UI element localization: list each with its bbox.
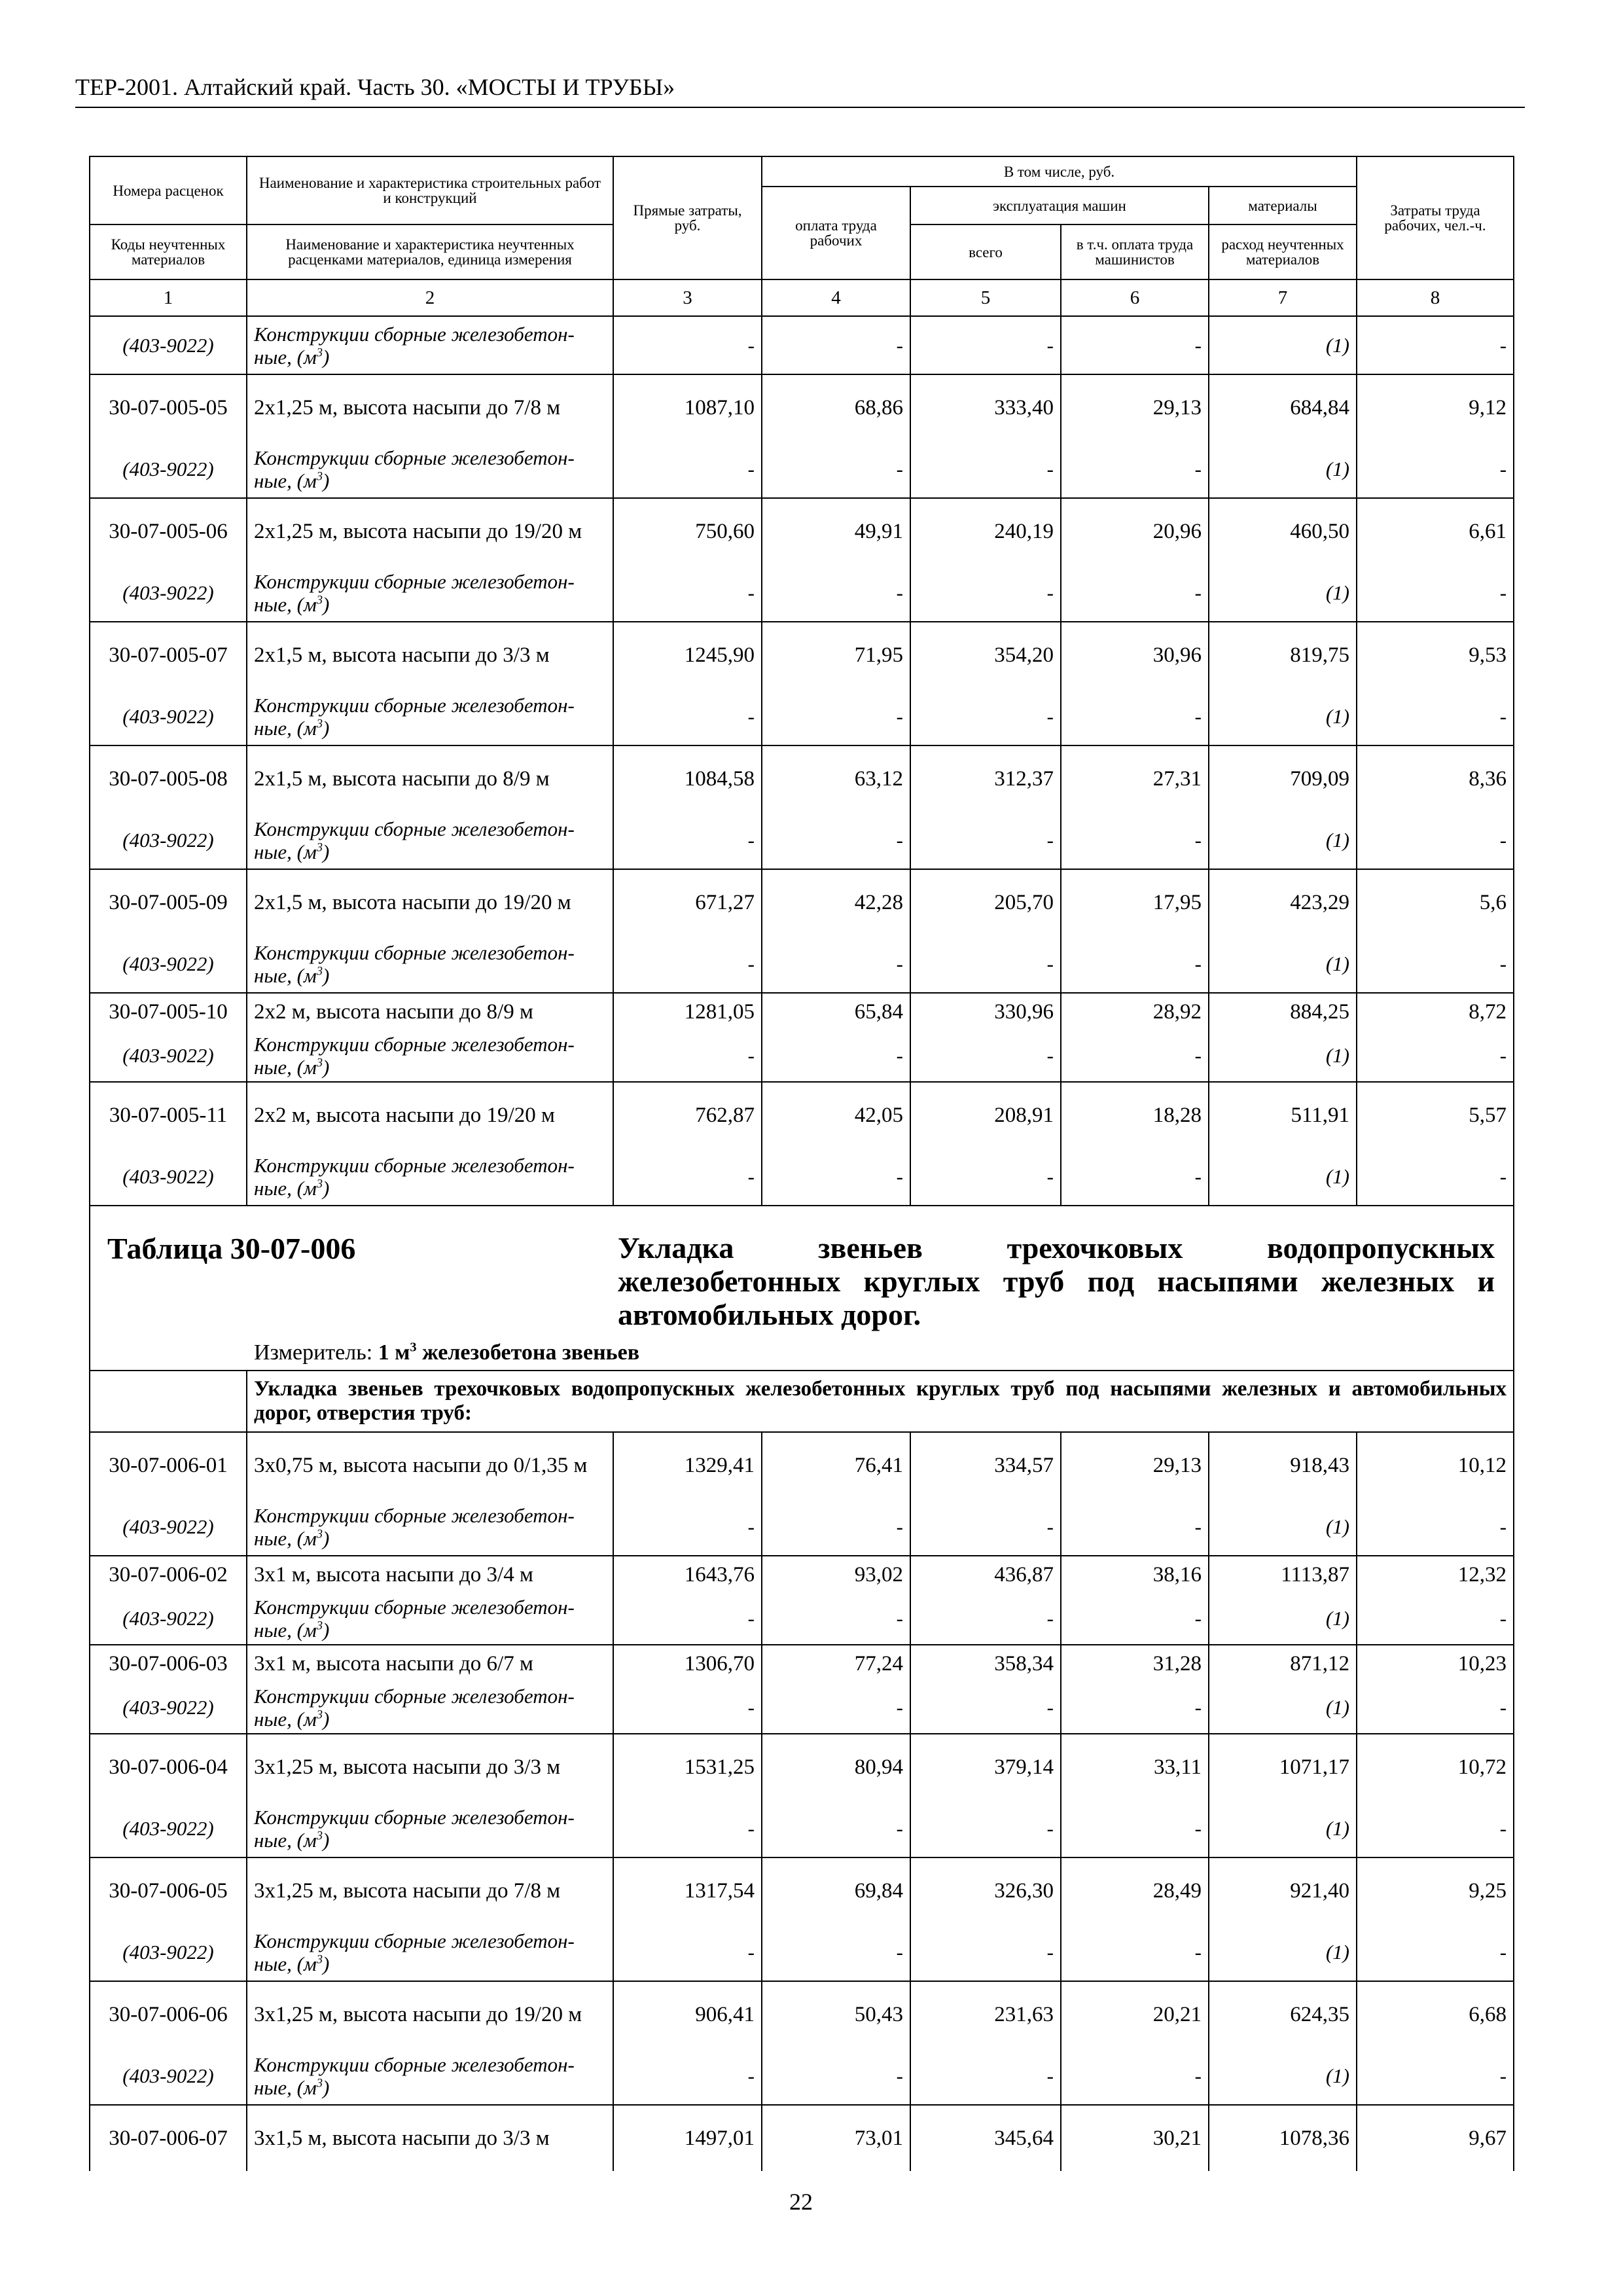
section-spacer xyxy=(90,1371,247,1432)
value-materials: 884,25 xyxy=(1209,993,1357,1030)
material-dash: - xyxy=(613,1148,762,1206)
value-machinists: 20,96 xyxy=(1061,498,1209,564)
material-dash: - xyxy=(1061,935,1209,993)
material-dash: - xyxy=(1061,1148,1209,1206)
table-row xyxy=(90,993,1514,1030)
material-dash: - xyxy=(762,316,910,374)
page-number: 22 xyxy=(789,2189,813,2215)
material-dash: - xyxy=(762,812,910,869)
value-machinists: 17,95 xyxy=(1061,869,1209,935)
material-name: Конструкции сборные железобетон-ные, $(м^3)$ xyxy=(247,1682,613,1734)
material-dash: - xyxy=(910,440,1061,498)
table-row xyxy=(90,1981,1514,2047)
value-direct: 1306,70 xyxy=(613,1645,762,1682)
table-row xyxy=(90,1082,1514,1148)
material-dash: - xyxy=(910,2047,1061,2105)
value-labor: 49,91 xyxy=(762,498,910,564)
material-qty: (1) xyxy=(1209,1030,1357,1082)
value-labor: 71,95 xyxy=(762,622,910,688)
work-name: 3х1,25 м, высота насыпи до 7/8 м xyxy=(247,1857,613,1924)
value-hours: 5,57 xyxy=(1357,1082,1514,1148)
material-dash: - xyxy=(613,316,762,374)
col-number: 6 xyxy=(1061,279,1209,316)
value-labor: 76,41 xyxy=(762,1432,910,1498)
material-row xyxy=(90,688,1514,745)
table-row xyxy=(90,1432,1514,1498)
work-name: 2х1,5 м, высота насыпи до 19/20 м xyxy=(247,869,613,935)
rates-table xyxy=(89,156,1514,2171)
value-direct: 1329,41 xyxy=(613,1432,762,1498)
col-number: 1 xyxy=(90,279,247,316)
value-hours: 10,72 xyxy=(1357,1734,1514,1800)
value-direct: 762,87 xyxy=(613,1082,762,1148)
header-divider xyxy=(75,107,1525,108)
material-dash: - xyxy=(910,688,1061,745)
material-row xyxy=(90,1593,1514,1645)
material-dash: - xyxy=(1357,1924,1514,1981)
material-code: (403-9022) xyxy=(90,1148,247,1206)
material-code: (403-9022) xyxy=(90,440,247,498)
material-dash: - xyxy=(613,812,762,869)
material-dash: - xyxy=(1357,440,1514,498)
material-code: (403-9022) xyxy=(90,1682,247,1734)
material-row xyxy=(90,1800,1514,1857)
material-dash: - xyxy=(1357,1030,1514,1082)
value-direct: 906,41 xyxy=(613,1981,762,2047)
col-rate-numbers: Номера расценок xyxy=(90,156,247,224)
col-materials-consumption: расход неучтенных материалов xyxy=(1209,224,1357,279)
material-dash: - xyxy=(1061,1498,1209,1556)
value-labor: 80,94 xyxy=(762,1734,910,1800)
material-dash: - xyxy=(910,1030,1061,1082)
material-row xyxy=(90,2047,1514,2105)
material-row xyxy=(90,316,1514,374)
value-machinists: 28,49 xyxy=(1061,1857,1209,1924)
material-qty: (1) xyxy=(1209,935,1357,993)
material-code: (403-9022) xyxy=(90,316,247,374)
work-name: 2х1,25 м, высота насыпи до 7/8 м xyxy=(247,374,613,440)
material-code: (403-9022) xyxy=(90,1924,247,1981)
work-name: 3х1 м, высота насыпи до 3/4 м xyxy=(247,1556,613,1593)
material-dash: - xyxy=(613,935,762,993)
material-qty: (1) xyxy=(1209,1924,1357,1981)
value-materials: 871,12 xyxy=(1209,1645,1357,1682)
material-dash: - xyxy=(762,688,910,745)
value-machinists: 30,96 xyxy=(1061,622,1209,688)
value-labor: 63,12 xyxy=(762,745,910,812)
value-machinists: 20,21 xyxy=(1061,1981,1209,2047)
header-row-1 xyxy=(90,156,1514,187)
material-dash: - xyxy=(613,1800,762,1857)
value-machines: 240,19 xyxy=(910,498,1061,564)
material-name: Конструкции сборные железобетон-ные, $(м^3)$ xyxy=(247,564,613,622)
value-hours: 9,25 xyxy=(1357,1857,1514,1924)
value-direct: 1084,58 xyxy=(613,745,762,812)
material-dash: - xyxy=(910,1924,1061,1981)
work-name: 2х1,25 м, высота насыпи до 19/20 м xyxy=(247,498,613,564)
material-code: (403-9022) xyxy=(90,564,247,622)
table-row xyxy=(90,2105,1514,2171)
col-direct-costs: Прямые затраты, руб. xyxy=(613,156,762,279)
material-row xyxy=(90,935,1514,993)
value-labor: 68,86 xyxy=(762,374,910,440)
value-hours: 12,32 xyxy=(1357,1556,1514,1593)
table-row xyxy=(90,498,1514,564)
rate-code: 30-07-006-03 xyxy=(90,1645,247,1682)
rate-code: 30-07-006-01 xyxy=(90,1432,247,1498)
value-materials: 624,35 xyxy=(1209,1981,1357,2047)
col-machine-total: всего xyxy=(910,224,1061,279)
value-materials: 460,50 xyxy=(1209,498,1357,564)
table-row xyxy=(90,622,1514,688)
material-dash: - xyxy=(1357,812,1514,869)
material-dash: - xyxy=(1061,2047,1209,2105)
material-dash: - xyxy=(1357,2047,1514,2105)
material-dash: - xyxy=(762,440,910,498)
material-name: Конструкции сборные железобетон-ные, $(м^3)$ xyxy=(247,316,613,374)
value-machinists: 27,31 xyxy=(1061,745,1209,812)
value-direct: 1643,76 xyxy=(613,1556,762,1593)
value-machines: 208,91 xyxy=(910,1082,1061,1148)
material-dash: - xyxy=(1061,564,1209,622)
value-labor: 42,28 xyxy=(762,869,910,935)
material-name: Конструкции сборные железобетон-ные, $(м^3)$ xyxy=(247,1498,613,1556)
value-materials: 1113,87 xyxy=(1209,1556,1357,1593)
rate-code: 30-07-005-07 xyxy=(90,622,247,688)
table-row xyxy=(90,1734,1514,1800)
material-code: (403-9022) xyxy=(90,2047,247,2105)
value-hours: 5,6 xyxy=(1357,869,1514,935)
material-dash: - xyxy=(1357,1593,1514,1645)
rate-code: 30-07-005-06 xyxy=(90,498,247,564)
col-machine-operation: эксплуатация машин xyxy=(910,187,1209,224)
value-hours: 6,61 xyxy=(1357,498,1514,564)
value-machines: 333,40 xyxy=(910,374,1061,440)
value-machinists: 31,28 xyxy=(1061,1645,1209,1682)
material-dash: - xyxy=(762,2047,910,2105)
material-dash: - xyxy=(910,316,1061,374)
material-dash: - xyxy=(1357,935,1514,993)
material-code: (403-9022) xyxy=(90,812,247,869)
value-labor: 65,84 xyxy=(762,993,910,1030)
material-code: (403-9022) xyxy=(90,935,247,993)
value-machines: 379,14 xyxy=(910,1734,1061,1800)
rate-code: 30-07-005-08 xyxy=(90,745,247,812)
value-hours: 9,67 xyxy=(1357,2105,1514,2171)
value-labor: 69,84 xyxy=(762,1857,910,1924)
material-dash: - xyxy=(613,1924,762,1981)
col-labor-pay: оплата труда рабочих xyxy=(762,187,910,279)
material-dash: - xyxy=(910,1682,1061,1734)
value-labor: 93,02 xyxy=(762,1556,910,1593)
col-number: 4 xyxy=(762,279,910,316)
material-name: Конструкции сборные железобетон-ные, $(м^3)$ xyxy=(247,688,613,745)
rate-code: 30-07-005-09 xyxy=(90,869,247,935)
material-qty: (1) xyxy=(1209,2047,1357,2105)
value-direct: 1317,54 xyxy=(613,1857,762,1924)
work-name: 2х1,5 м, высота насыпи до 8/9 м xyxy=(247,745,613,812)
col-including: В том числе, руб. xyxy=(762,156,1357,187)
col-number: 2 xyxy=(247,279,613,316)
material-dash: - xyxy=(1061,316,1209,374)
material-name: Конструкции сборные железобетон-ные, $(м^3)$ xyxy=(247,1030,613,1082)
col-machine-labor: в т.ч. оплата труда машинистов xyxy=(1061,224,1209,279)
material-dash: - xyxy=(1357,1148,1514,1206)
material-dash: - xyxy=(1061,1800,1209,1857)
material-code: (403-9022) xyxy=(90,688,247,745)
value-hours: 9,12 xyxy=(1357,374,1514,440)
value-machinists: 18,28 xyxy=(1061,1082,1209,1148)
rate-code: 30-07-005-11 xyxy=(90,1082,247,1148)
value-direct: 750,60 xyxy=(613,498,762,564)
work-name: 3х1,5 м, высота насыпи до 3/3 м xyxy=(247,2105,613,2171)
table-title: Укладка звеньев трехочковых водопропускных железобетонных круглых труб под насыпями железных и автомобильных дорог. xyxy=(618,1231,1495,1331)
value-materials: 709,09 xyxy=(1209,745,1357,812)
material-dash: - xyxy=(1061,1924,1209,1981)
material-dash: - xyxy=(1357,1498,1514,1556)
material-qty: (1) xyxy=(1209,1498,1357,1556)
material-dash: - xyxy=(762,1030,910,1082)
material-name: Конструкции сборные железобетон-ные, $(м^3)$ xyxy=(247,1593,613,1645)
value-materials: 819,75 xyxy=(1209,622,1357,688)
value-materials: 1078,36 xyxy=(1209,2105,1357,2171)
table-row xyxy=(90,869,1514,935)
rate-code: 30-07-006-07 xyxy=(90,2105,247,2171)
material-qty: (1) xyxy=(1209,440,1357,498)
value-materials: 423,29 xyxy=(1209,869,1357,935)
col-number: 7 xyxy=(1209,279,1357,316)
work-name: 2х2 м, высота насыпи до 8/9 м xyxy=(247,993,613,1030)
value-hours: 8,36 xyxy=(1357,745,1514,812)
value-direct: 1531,25 xyxy=(613,1734,762,1800)
value-labor: 42,05 xyxy=(762,1082,910,1148)
rate-code: 30-07-005-10 xyxy=(90,993,247,1030)
work-name: 2х2 м, высота насыпи до 19/20 м xyxy=(247,1082,613,1148)
table-heading xyxy=(90,1206,1514,1371)
material-name: Конструкции сборные железобетон-ные, $(м^3)$ xyxy=(247,1800,613,1857)
table-number: Таблица 30-07-006 xyxy=(107,1232,356,1265)
material-row xyxy=(90,1924,1514,1981)
value-direct: 1281,05 xyxy=(613,993,762,1030)
material-code: (403-9022) xyxy=(90,1800,247,1857)
material-dash: - xyxy=(910,812,1061,869)
material-dash: - xyxy=(1357,1800,1514,1857)
col-work-name: Наименование и характеристика строительных работ и конструкций xyxy=(247,156,613,224)
col-number: 3 xyxy=(613,279,762,316)
material-dash: - xyxy=(1061,1682,1209,1734)
material-dash: - xyxy=(762,1682,910,1734)
work-name: 3х1 м, высота насыпи до 6/7 м xyxy=(247,1645,613,1682)
material-qty: (1) xyxy=(1209,316,1357,374)
value-machinists: 30,21 xyxy=(1061,2105,1209,2171)
value-hours: 10,23 xyxy=(1357,1645,1514,1682)
material-dash: - xyxy=(762,1800,910,1857)
value-direct: 671,27 xyxy=(613,869,762,935)
rate-code: 30-07-006-06 xyxy=(90,1981,247,2047)
material-row xyxy=(90,440,1514,498)
rate-code: 30-07-006-05 xyxy=(90,1857,247,1924)
material-qty: (1) xyxy=(1209,1148,1357,1206)
material-dash: - xyxy=(1061,1030,1209,1082)
value-direct: 1245,90 xyxy=(613,622,762,688)
material-row xyxy=(90,1498,1514,1556)
col-number: 5 xyxy=(910,279,1061,316)
material-name: Конструкции сборные железобетон-ные, $(м^3)$ xyxy=(247,812,613,869)
value-machines: 312,37 xyxy=(910,745,1061,812)
rate-code: 30-07-006-04 xyxy=(90,1734,247,1800)
value-machinists: 33,11 xyxy=(1061,1734,1209,1800)
material-dash: - xyxy=(762,935,910,993)
section-row xyxy=(90,1371,1514,1432)
value-machines: 330,96 xyxy=(910,993,1061,1030)
value-materials: 511,91 xyxy=(1209,1082,1357,1148)
column-numbers-row xyxy=(90,279,1514,316)
table-row xyxy=(90,745,1514,812)
work-name: 3х1,25 м, высота насыпи до 19/20 м xyxy=(247,1981,613,2047)
material-dash: - xyxy=(613,564,762,622)
material-dash: - xyxy=(613,440,762,498)
material-dash: - xyxy=(910,935,1061,993)
rate-code: 30-07-006-02 xyxy=(90,1556,247,1593)
material-dash: - xyxy=(1061,812,1209,869)
material-code: (403-9022) xyxy=(90,1593,247,1645)
material-qty: (1) xyxy=(1209,1593,1357,1645)
material-row xyxy=(90,1148,1514,1206)
value-materials: 684,84 xyxy=(1209,374,1357,440)
value-hours: 6,68 xyxy=(1357,1981,1514,2047)
table-heading-row xyxy=(90,1206,1514,1371)
material-name: Конструкции сборные железобетон-ные, $(м^3)$ xyxy=(247,440,613,498)
material-qty: (1) xyxy=(1209,564,1357,622)
material-code: (403-9022) xyxy=(90,1030,247,1082)
col-material-name: Наименование и характеристика неучтенных расценками материалов, единица измерения xyxy=(247,224,613,279)
value-hours: 9,53 xyxy=(1357,622,1514,688)
value-machinists: 29,13 xyxy=(1061,1432,1209,1498)
material-dash: - xyxy=(613,2047,762,2105)
value-hours: 10,12 xyxy=(1357,1432,1514,1498)
table-meter: Измеритель: 1 $м^3$ железобетона звеньев xyxy=(254,1340,640,1365)
value-machinists: 29,13 xyxy=(1061,374,1209,440)
material-dash: - xyxy=(1061,688,1209,745)
material-dash: - xyxy=(762,1593,910,1645)
material-dash: - xyxy=(910,1148,1061,1206)
work-name: 2х1,5 м, высота насыпи до 3/3 м xyxy=(247,622,613,688)
material-dash: - xyxy=(613,1498,762,1556)
material-dash: - xyxy=(910,1593,1061,1645)
value-machines: 358,34 xyxy=(910,1645,1061,1682)
material-dash: - xyxy=(1061,440,1209,498)
value-machines: 354,20 xyxy=(910,622,1061,688)
value-machinists: 28,92 xyxy=(1061,993,1209,1030)
value-labor: 50,43 xyxy=(762,1981,910,2047)
material-qty: (1) xyxy=(1209,812,1357,869)
col-number: 8 xyxy=(1357,279,1514,316)
value-machines: 231,63 xyxy=(910,1981,1061,2047)
material-dash: - xyxy=(910,1800,1061,1857)
material-dash: - xyxy=(1357,316,1514,374)
material-row xyxy=(90,1682,1514,1734)
material-dash: - xyxy=(613,1593,762,1645)
col-material-codes: Коды неучтенных материалов xyxy=(90,224,247,279)
rate-code: 30-07-005-05 xyxy=(90,374,247,440)
value-machines: 334,57 xyxy=(910,1432,1061,1498)
table-row xyxy=(90,374,1514,440)
work-name: 3х1,25 м, высота насыпи до 3/3 м xyxy=(247,1734,613,1800)
material-qty: (1) xyxy=(1209,688,1357,745)
material-dash: - xyxy=(762,1148,910,1206)
running-header: ТЕР-2001. Алтайский край. Часть 30. «МОСТЫ И ТРУБЫ» xyxy=(75,74,675,100)
table-row xyxy=(90,1857,1514,1924)
material-row xyxy=(90,564,1514,622)
material-qty: (1) xyxy=(1209,1800,1357,1857)
value-materials: 1071,17 xyxy=(1209,1734,1357,1800)
table-row xyxy=(90,1645,1514,1682)
value-hours: 8,72 xyxy=(1357,993,1514,1030)
material-qty: (1) xyxy=(1209,1682,1357,1734)
section-title: Укладка звеньев трехочковых водопропускных железобетонных круглых труб под насыпями железных и автомобильных дорог, отверстия труб: xyxy=(247,1371,1514,1432)
material-name: Конструкции сборные железобетон-ные, $(м^3)$ xyxy=(247,935,613,993)
material-dash: - xyxy=(613,1030,762,1082)
value-direct: 1497,01 xyxy=(613,2105,762,2171)
value-machines: 205,70 xyxy=(910,869,1061,935)
value-machines: 436,87 xyxy=(910,1556,1061,1593)
table-row xyxy=(90,1556,1514,1593)
value-materials: 921,40 xyxy=(1209,1857,1357,1924)
col-labor-costs: Затраты труда рабочих, чел.-ч. xyxy=(1357,156,1514,279)
material-row xyxy=(90,812,1514,869)
material-name: Конструкции сборные железобетон-ные, $(м^3)$ xyxy=(247,1148,613,1206)
material-name: Конструкции сборные железобетон-ные, $(м^3)$ xyxy=(247,2047,613,2105)
value-machinists: 38,16 xyxy=(1061,1556,1209,1593)
value-labor: 77,24 xyxy=(762,1645,910,1682)
col-materials: материалы xyxy=(1209,187,1357,224)
value-materials: 918,43 xyxy=(1209,1432,1357,1498)
material-row xyxy=(90,1030,1514,1082)
value-labor: 73,01 xyxy=(762,2105,910,2171)
material-dash: - xyxy=(762,1498,910,1556)
material-dash: - xyxy=(613,688,762,745)
material-dash: - xyxy=(1357,688,1514,745)
material-dash: - xyxy=(1061,1593,1209,1645)
material-dash: - xyxy=(910,564,1061,622)
material-dash: - xyxy=(910,1498,1061,1556)
value-machines: 345,64 xyxy=(910,2105,1061,2171)
material-dash: - xyxy=(613,1682,762,1734)
material-dash: - xyxy=(762,564,910,622)
material-code: (403-9022) xyxy=(90,1498,247,1556)
material-dash: - xyxy=(1357,564,1514,622)
material-dash: - xyxy=(762,1924,910,1981)
value-machines: 326,30 xyxy=(910,1857,1061,1924)
material-name: Конструкции сборные железобетон-ные, $(м^3)$ xyxy=(247,1924,613,1981)
material-dash: - xyxy=(1357,1682,1514,1734)
value-direct: 1087,10 xyxy=(613,374,762,440)
work-name: 3х0,75 м, высота насыпи до 0/1,35 м xyxy=(247,1432,613,1498)
